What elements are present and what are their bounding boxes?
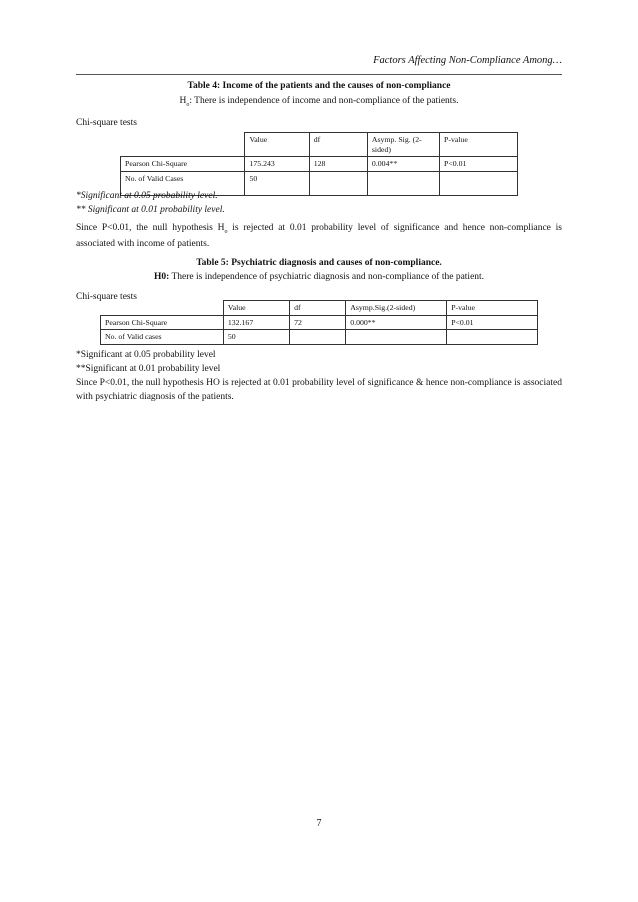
paragraph-text: is rejected at 0.01 probability level of significance and hence non-compliance is associated with income of patients. xyxy=(76,223,562,249)
table5-note: **Significant at 0.01 probability level xyxy=(76,363,221,374)
table-cell: P<0.01 xyxy=(447,315,538,330)
table4-note: *Significant at 0.05 probability level. xyxy=(76,191,218,201)
paragraph-sub: o xyxy=(224,228,228,235)
table-cell xyxy=(367,172,439,196)
paragraph-psychiatric: Since P<0.01, the null hypothesis HO is rejected at 0.01 probability level of significance & hence non-compliance is associated with psychiatric diagnosis of the patients. xyxy=(76,378,562,403)
table5-hypothesis-text: There is independence of psychiatric diagnosis and non-compliance of the patient. xyxy=(169,272,485,282)
table-header-cell: df xyxy=(309,133,367,157)
running-header: Factors Affecting Non-Compliance Among… xyxy=(373,55,562,66)
table-header-cell xyxy=(121,133,245,157)
table-row xyxy=(101,330,538,345)
table-header-cell: Value xyxy=(245,133,309,157)
table-cell: 0.000** xyxy=(346,315,447,330)
table-header-cell: Asymp. Sig. (2-sided) xyxy=(367,133,439,157)
table-cell xyxy=(346,330,447,345)
table4-hypothesis-sub: o xyxy=(186,101,190,108)
table-header-cell: P-value xyxy=(440,133,518,157)
table5-hypothesis-symbol: H0: xyxy=(153,272,170,282)
table4 xyxy=(120,132,518,196)
table-cell xyxy=(447,330,538,345)
table-cell xyxy=(440,172,518,196)
table-cell: P<0.01 xyxy=(440,157,518,172)
table5-note: *Significant at 0.05 probability level xyxy=(76,350,216,360)
table-cell: 0.004** xyxy=(367,157,439,172)
table4-hypothesis xyxy=(76,96,562,108)
paragraph-income xyxy=(76,221,562,251)
table-cell: 50 xyxy=(223,330,289,345)
table5-hypothesis xyxy=(76,272,562,282)
table-cell: No. of Valid Cases xyxy=(121,172,245,196)
table-header-cell: Value xyxy=(223,301,289,316)
table5-notes xyxy=(76,349,220,377)
page-number: 7 xyxy=(316,818,322,829)
table-cell: No. of Valid cases xyxy=(101,330,224,345)
table-header-cell: P-value xyxy=(447,301,538,316)
table-cell: 132.167 xyxy=(223,315,289,330)
table-cell xyxy=(290,330,346,345)
table4-notes xyxy=(76,190,225,218)
table4-caption: Table 4: Income of the patients and the causes of non-compliance xyxy=(187,81,451,91)
table4-section-label: Chi-square tests xyxy=(76,118,137,128)
table4-hypothesis-symbol: H xyxy=(179,96,187,106)
table-cell: Pearson Chi-Square xyxy=(121,157,245,172)
table-cell: Pearson Chi-Square xyxy=(101,315,224,330)
table-row xyxy=(101,315,538,330)
table-header-cell xyxy=(101,301,224,316)
table4-hypothesis-text: : There is independence of income and non-compliance of the patients. xyxy=(189,96,459,106)
table4-note: ** Significant at 0.01 probability level. xyxy=(76,204,225,215)
table-cell: 50 xyxy=(245,172,309,196)
header-rule xyxy=(76,74,562,75)
table-header-cell: df xyxy=(290,301,346,316)
table-row xyxy=(121,133,518,157)
table-row xyxy=(121,157,518,172)
table-header-cell: Asymp.Sig.(2-sided) xyxy=(346,301,447,316)
table-cell: 128 xyxy=(309,157,367,172)
table-cell: 175.243 xyxy=(245,157,309,172)
table5-section-label: Chi-square tests xyxy=(76,292,137,302)
paragraph-text: Since P<0.01, the null hypothesis H xyxy=(76,223,225,233)
table-row xyxy=(101,301,538,316)
table-cell: 72 xyxy=(290,315,346,330)
table-cell xyxy=(309,172,367,196)
table5-caption: Table 5: Psychiatric diagnosis and causes of non-compliance. xyxy=(196,258,442,268)
table5 xyxy=(100,300,538,345)
